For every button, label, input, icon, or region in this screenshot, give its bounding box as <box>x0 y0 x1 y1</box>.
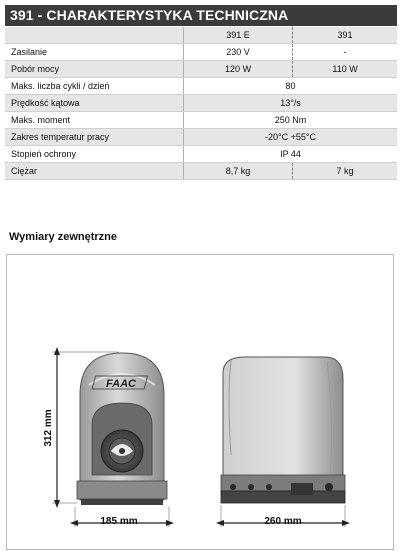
row-value-merged: -20°C +55°C <box>184 129 398 146</box>
dimensions-drawing <box>7 255 393 549</box>
table-row <box>5 95 397 112</box>
spec-header: 391 - CHARAKTERYSTYKA TECHNICZNA <box>5 5 397 26</box>
table-header-blank <box>5 27 184 44</box>
dimensions-drawing-frame <box>6 254 394 550</box>
front-width-dimension <box>70 507 174 527</box>
row-label: Stopień ochrony <box>5 146 184 163</box>
row-value-merged: IP 44 <box>184 146 398 163</box>
row-label: Zasilanie <box>5 44 184 61</box>
row-label: Prędkość kątowa <box>5 95 184 112</box>
table-row <box>5 44 397 61</box>
svg-text:185 mm: 185 mm <box>100 516 138 527</box>
svg-text:FAAC: FAAC <box>106 378 136 390</box>
front-view <box>77 353 167 505</box>
table-row <box>5 61 397 78</box>
row-label: Maks. liczba cykli / dzień <box>5 78 184 95</box>
table-row <box>5 112 397 129</box>
row-label: Ciężar <box>5 163 184 180</box>
side-view <box>221 357 345 503</box>
table-row <box>5 146 397 163</box>
row-value-merged: 13°/s <box>184 95 398 112</box>
row-value-391: - <box>293 44 397 61</box>
row-value-391e: 120 W <box>184 61 293 78</box>
side-width-dimension <box>216 505 350 527</box>
table-row <box>5 78 397 95</box>
row-label: Zakres temperatur pracy <box>5 129 184 146</box>
row-label: Maks. moment <box>5 112 184 129</box>
table-row <box>5 129 397 146</box>
table-header-391e: 391 E <box>184 27 293 44</box>
row-value-391e: 8,7 kg <box>184 163 293 180</box>
svg-text:260 mm: 260 mm <box>264 516 302 527</box>
row-value-391: 110 W <box>293 61 397 78</box>
row-value-merged: 80 <box>184 78 398 95</box>
svg-text:312 mm: 312 mm <box>43 409 54 447</box>
table-header-row <box>5 27 397 44</box>
section-title: Wymiary zewnętrzne <box>9 231 118 243</box>
spec-table <box>5 27 397 180</box>
table-header-391: 391 <box>293 27 397 44</box>
table-row <box>5 163 397 180</box>
row-value-391: 7 kg <box>293 163 397 180</box>
row-value-merged: 250 Nm <box>184 112 398 129</box>
row-label: Pobór mocy <box>5 61 184 78</box>
row-value-391e: 230 V <box>184 44 293 61</box>
